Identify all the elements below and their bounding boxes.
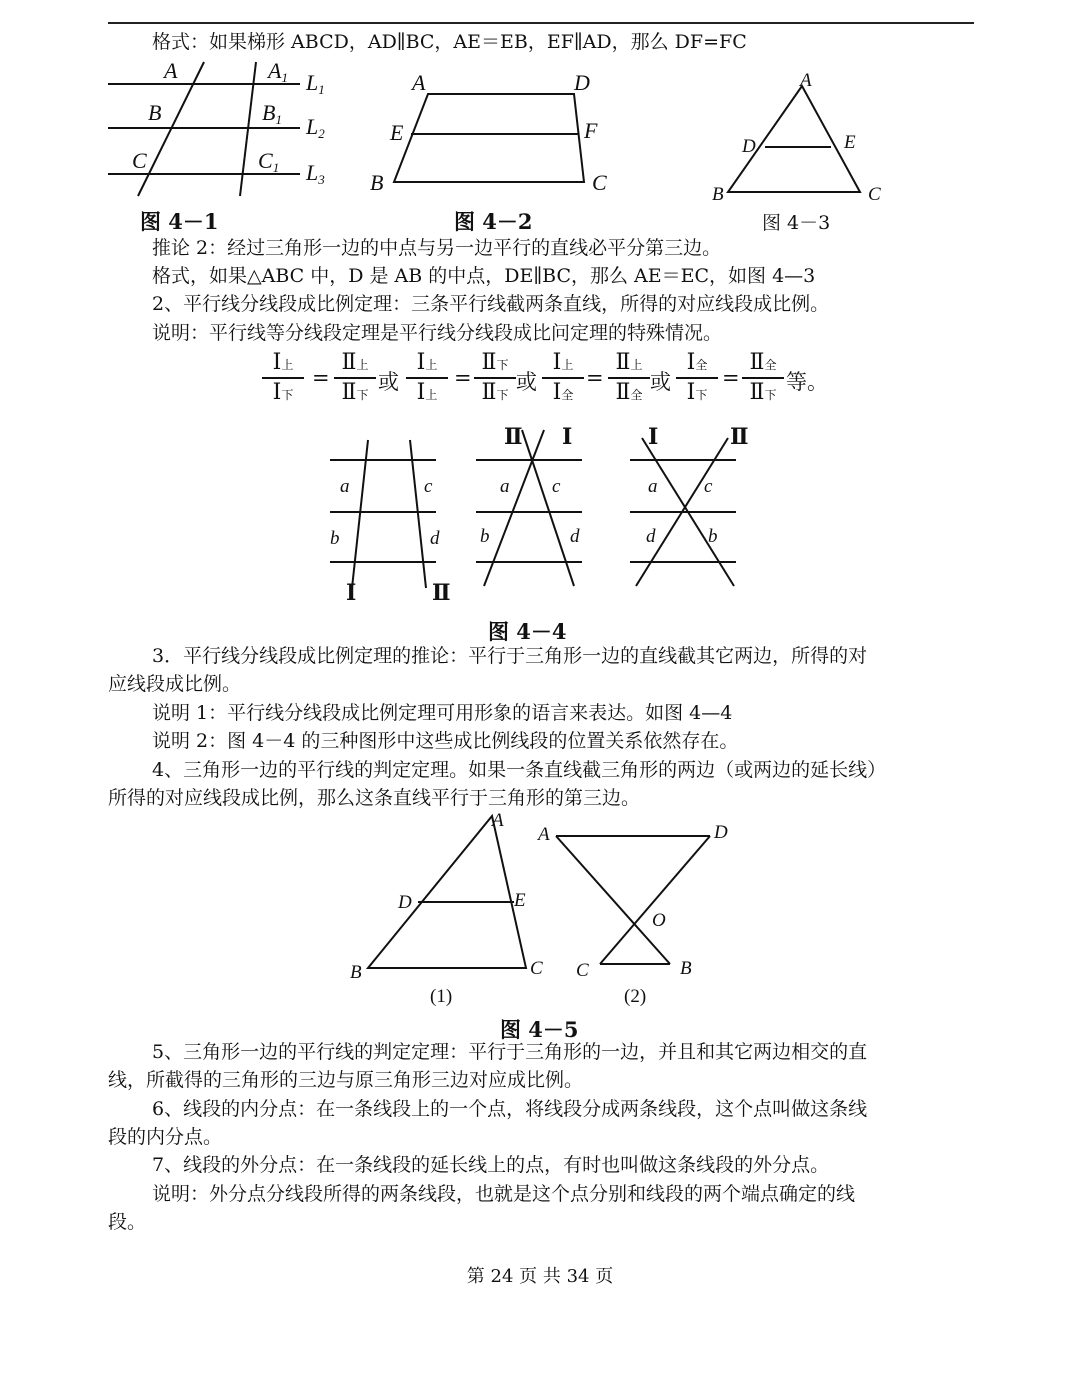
label-l2: L2: [306, 114, 325, 141]
label-roman-2: Ⅱ: [730, 424, 749, 449]
figure-4-5-1: [350, 810, 543, 1007]
page-footer: 第 24 页 共 34 页: [466, 1266, 614, 1287]
label-roman-2: Ⅱ: [432, 580, 451, 605]
label-b: b: [708, 526, 718, 547]
label-c: c: [704, 476, 713, 497]
label-b: B: [712, 184, 724, 205]
caption-fig-4-3: 图 4－3: [762, 212, 831, 234]
paragraph-theorem-4b: 所得的对应线段成比例，那么这条直线平行于三角形的第三边。: [108, 787, 641, 809]
label-d: d: [646, 526, 656, 547]
label-b1: B1: [262, 100, 282, 127]
label-b: B: [148, 100, 162, 125]
figure-4-5-2: [536, 822, 728, 1007]
paragraph-internal-point-a: 6、线段的内分点：在一条线段上的一个点，将线段分成两条线段，这个点叫做这条线: [152, 1098, 868, 1120]
label-b: b: [480, 526, 490, 547]
label-d: d: [430, 528, 440, 549]
label-e: E: [844, 132, 856, 153]
label-b: B: [350, 962, 362, 983]
equals-sign: =: [454, 366, 472, 390]
figure-4-2: [368, 68, 618, 198]
or-word: 或: [650, 370, 671, 394]
paragraph-format: 格式，如果△ABC 中，D 是 AB 的中点，DE∥BC，那么 AE＝EC，如图 4—3: [152, 265, 816, 287]
label-b: b: [330, 528, 340, 549]
caption-fig-4-5: 图 4－5: [500, 1017, 579, 1042]
or-word: 或: [378, 370, 399, 394]
label-a: A: [492, 810, 504, 831]
paragraph-note: 说明：平行线等分线段定理是平行线分线段成比问定理的特殊情况。: [152, 322, 723, 344]
paragraph-theorem-5a: 5、三角形一边的平行线的判定定理：平行于三角形的一边，并且和其它两边相交的直: [152, 1041, 868, 1063]
equals-sign: =: [586, 366, 604, 390]
label-e: E: [390, 120, 404, 145]
fraction-7: Ⅰ全 Ⅰ下: [676, 350, 718, 408]
caption-fig-4-1: 图 4－1: [140, 209, 219, 234]
fraction-3: Ⅰ上 Ⅰ上: [406, 350, 448, 408]
label-roman-1: Ⅰ: [562, 424, 573, 449]
paragraph-note-external-b: 段。: [108, 1211, 147, 1233]
caption-fig-4-4: 图 4－4: [488, 619, 567, 644]
paragraph-external-point: 7、线段的外分点：在一条线段的延长线上的点，有时也叫做这条线段的外分点。: [152, 1154, 830, 1176]
paragraph-theorem-4a: 4、三角形一边的平行线的判定定理。如果一条直线截三角形的两边（或两边的延长线）: [152, 759, 887, 781]
fraction-2: Ⅱ上 Ⅱ下: [334, 350, 376, 408]
panel-1: [330, 440, 451, 605]
panel-2: [476, 424, 582, 586]
subfigure-2-label: (2): [624, 986, 647, 1007]
or-word: 或: [516, 370, 537, 394]
label-a: A: [164, 58, 178, 83]
paragraph-internal-point-b: 段的内分点。: [108, 1126, 223, 1148]
format-line: 格式：如果梯形 ABCD，AD∥BC，AE＝EB，EF∥AD，那么 DF=FC: [152, 31, 747, 53]
fraction-1: Ⅰ上 Ⅰ下: [262, 350, 304, 408]
label-d: d: [570, 526, 580, 547]
panel-3: [630, 424, 749, 586]
label-c: C: [576, 960, 589, 981]
label-l3: L3: [306, 160, 325, 187]
figure-4-3: [706, 70, 896, 210]
label-d: D: [714, 822, 728, 843]
caption-fig-4-2: 图 4－2: [454, 209, 533, 234]
label-c: C: [592, 170, 607, 195]
label-d: D: [398, 892, 412, 913]
label-f: F: [584, 118, 598, 143]
paragraph-theorem-2: 2、平行线分线段成比例定理：三条平行线截两条直线，所得的对应线段成比例。: [152, 293, 830, 315]
label-c: C: [868, 184, 881, 205]
label-e: E: [514, 890, 526, 911]
label-c: C: [132, 148, 147, 173]
subfigure-1-label: (1): [430, 986, 453, 1007]
label-c: c: [552, 476, 561, 497]
fraction-4: Ⅱ下 Ⅱ下: [474, 350, 516, 408]
label-c1: C1: [258, 148, 280, 175]
paragraph-note-2: 说明 2：图 4－4 的三种图形中这些成比例线段的位置关系依然存在。: [152, 730, 739, 752]
label-d: D: [574, 70, 590, 95]
label-l1: L1: [306, 70, 325, 97]
label-a: A: [800, 70, 812, 91]
label-o: O: [652, 910, 666, 931]
label-c: C: [530, 958, 543, 979]
equals-sign: =: [312, 366, 330, 390]
label-b: B: [370, 170, 384, 195]
label-roman-2: Ⅱ: [504, 424, 523, 449]
fraction-5: Ⅰ上 Ⅰ全: [542, 350, 584, 408]
label-a1: A1: [268, 58, 288, 85]
paragraph-corollary-3b: 应线段成比例。: [108, 673, 242, 695]
trapezoid: [394, 94, 584, 182]
paragraph-corollary-2: 推论 2：经过三角形一边的中点与另一边平行的直线必平分第三边。: [152, 237, 722, 259]
figure-4-4: [326, 420, 749, 610]
label-a: a: [648, 476, 658, 497]
label-d: D: [742, 136, 756, 157]
label-a: A: [538, 824, 550, 845]
label-roman-1: Ⅰ: [648, 424, 659, 449]
equals-sign: =: [722, 366, 740, 390]
paragraph-note-external-a: 说明：外分点分线段所得的两条线段，也就是这个点分别和线段的两个端点确定的线: [152, 1183, 856, 1205]
paragraph-note-1: 说明 1：平行线分线段成比例定理可用形象的语言来表达。如图 4—4: [152, 702, 733, 724]
figure-4-1: [108, 56, 338, 206]
label-a: a: [500, 476, 510, 497]
fraction-8: Ⅱ全 Ⅱ下: [742, 350, 784, 408]
label-a: A: [412, 70, 426, 95]
label-roman-1: Ⅰ: [346, 580, 357, 605]
label-b: B: [680, 958, 692, 979]
paragraph-theorem-5b: 线，所截得的三角形的三边与原三角形三边对应成比例。: [108, 1069, 584, 1091]
fraction-6: Ⅱ上 Ⅱ全: [608, 350, 650, 408]
paragraph-corollary-3a: 3．平行线分线段成比例定理的推论：平行于三角形一边的直线截其它两边，所得的对: [152, 645, 868, 667]
figure-4-5: [344, 808, 744, 1014]
etc-word: 等。: [786, 370, 828, 394]
header-rule: [108, 22, 974, 24]
label-a: a: [340, 476, 350, 497]
label-c: c: [424, 476, 433, 497]
